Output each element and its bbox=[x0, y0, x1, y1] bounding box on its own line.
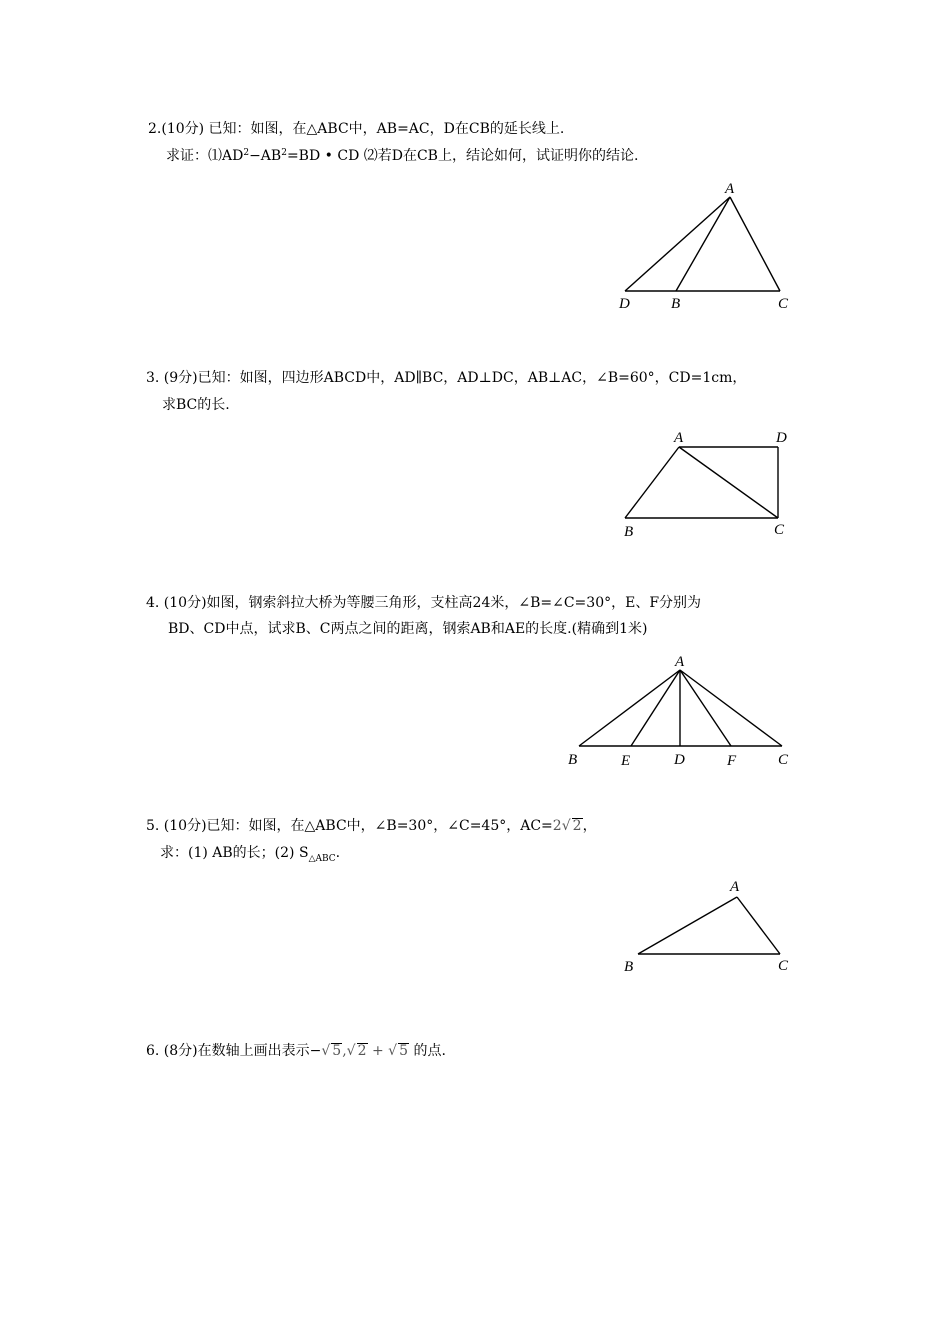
q2-label-a: A bbox=[725, 181, 735, 197]
q3-segment-ac bbox=[679, 447, 778, 518]
q4-label-a: A bbox=[675, 654, 685, 670]
q2-line1: 2.(10分) 已知：如图，在△ABC中，AB=AC，D在CB的延长线上. bbox=[148, 121, 565, 137]
q5-ac-radicand: 2 bbox=[572, 818, 582, 834]
q6-plus: + bbox=[367, 1043, 389, 1059]
q5-line2 bbox=[160, 844, 340, 862]
q5-ask: 求：(1) AB的长；(2) S bbox=[160, 845, 309, 861]
q6-separator: , bbox=[342, 1043, 347, 1059]
q6-text-suffix: 的点. bbox=[413, 1043, 446, 1059]
q6-radicand-3: 5 bbox=[399, 1043, 408, 1059]
q3-line2: 求BC的长. bbox=[162, 397, 230, 413]
q4-line1: 4. (10分)如图，钢索斜拉大桥为等腰三角形，支柱高24米，∠B=∠C=30°，E、F分别为 bbox=[146, 595, 702, 611]
q4-line2: BD、CD中点，试求B、C两点之间的距离，钢索AB和AE的长度.(精确到1米) bbox=[168, 621, 648, 637]
q3-line1: 3. (9分)已知：如图，四边形ABCD中，AD∥BC，AD⊥DC，AB⊥AC，∠B=60°，CD=1cm， bbox=[146, 370, 747, 386]
q5-label-b: B bbox=[624, 959, 634, 975]
q4-label-b: B bbox=[568, 752, 578, 768]
q5-line1: 5. (10分)已知：如图，在△ABC中，∠B=30°，∠C=45°，AC=2√ 2， bbox=[146, 818, 597, 834]
q3-segment-ba bbox=[625, 447, 679, 518]
q2-label-d: D bbox=[619, 296, 630, 312]
q2-prove-rest: =BD • CD ⑵若D在CB上，结论如何，试证明你的结论. bbox=[286, 148, 639, 164]
q6-text-prefix: 6. (8分)在数轴上画出表示− bbox=[146, 1043, 322, 1059]
q5-ac-coefficient: 2 bbox=[552, 818, 562, 834]
q6-radicand-1: 5 bbox=[332, 1043, 342, 1059]
q4-figure bbox=[560, 650, 810, 775]
q4-label-c: C bbox=[778, 752, 789, 768]
q4-segment-ac bbox=[680, 670, 782, 746]
q4-label-d: D bbox=[674, 752, 685, 768]
q3-label-c: C bbox=[774, 522, 785, 538]
q2-segment-ac bbox=[730, 197, 780, 291]
q5-given-end: ， bbox=[582, 818, 597, 834]
q2-sup-1: 2 bbox=[243, 148, 250, 158]
q5-given: 5. (10分)已知：如图，在△ABC中，∠B=30°，∠C=45°，AC= bbox=[146, 818, 553, 834]
q6-radicand-2: 2 bbox=[357, 1043, 367, 1059]
q2-prove-prefix: 求证：⑴AD bbox=[166, 148, 244, 164]
q4-label-f: F bbox=[727, 753, 737, 769]
q5-segment-ba bbox=[638, 897, 737, 954]
q5-figure bbox=[610, 872, 810, 982]
q5-area-subscript: △ABC bbox=[308, 853, 336, 864]
q4-segment-af bbox=[680, 670, 731, 746]
q3-label-d: D bbox=[776, 430, 787, 446]
q3-figure bbox=[600, 425, 810, 545]
q5-ask-end: . bbox=[335, 845, 341, 861]
q2-segment-ba bbox=[676, 197, 730, 291]
q2-line2 bbox=[166, 147, 638, 165]
q4-segment-ab bbox=[579, 670, 680, 746]
q6-line: 6. (8分)在数轴上画出表示−√ 5,√ 2 + √ 5 的点. bbox=[146, 1043, 446, 1059]
q2-prove-mid: −AB bbox=[249, 148, 282, 164]
q5-label-a: A bbox=[730, 879, 740, 895]
q2-sup-2: 2 bbox=[281, 148, 287, 158]
q4-label-e: E bbox=[621, 753, 631, 769]
q5-segment-ac bbox=[737, 897, 780, 954]
q2-label-b: B bbox=[671, 296, 681, 312]
q3-label-a: A bbox=[674, 430, 684, 446]
q5-label-c: C bbox=[778, 958, 789, 974]
q3-label-b: B bbox=[624, 524, 634, 540]
q2-segment-da bbox=[625, 197, 730, 291]
q2-figure bbox=[600, 175, 810, 320]
q4-segment-ae bbox=[631, 670, 680, 746]
q2-label-c: C bbox=[778, 296, 789, 312]
